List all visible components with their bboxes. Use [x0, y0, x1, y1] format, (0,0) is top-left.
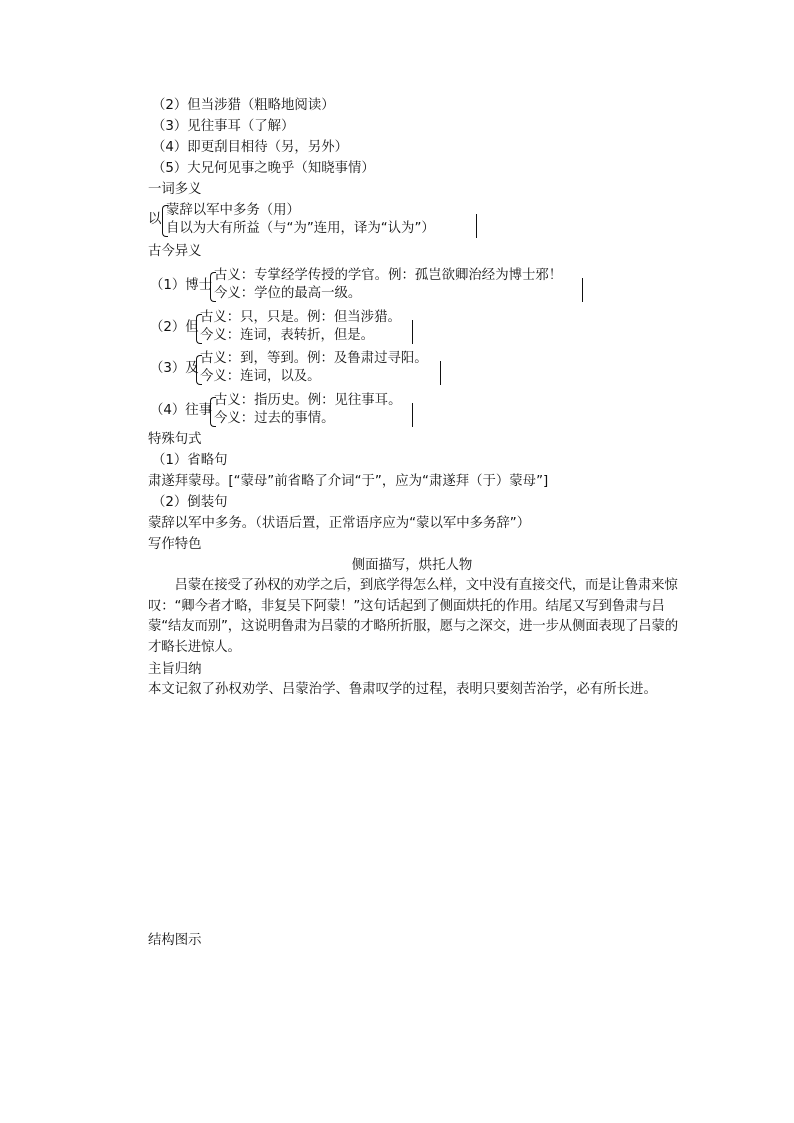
- special-sentence-text: 蒙辞以军中多务。（状语后置，正常语序应为“蒙以军中多务辞”）: [148, 516, 531, 531]
- ancient-modern-label: （3）及: [150, 361, 199, 376]
- ancient-modern-brace-close: [410, 403, 413, 427]
- ancient-modern-heading: 古今异义: [148, 244, 202, 259]
- ancient-meaning: 古义：指历史。例：见往事耳。: [214, 393, 402, 408]
- ancient-modern-brace-close: [410, 320, 413, 344]
- polysemy-sense: 自以为大有所益（与“为”连用，译为“认为”）: [166, 221, 435, 236]
- special-sentence-text: 肃遂拜蒙母。[“蒙母”前省略了介词“于”，应为“肃遂拜（于）蒙母”]: [148, 474, 549, 489]
- theme-text: 本文记叙了孙权劝学、吕蒙治学、鲁肃叹学的过程，表明只要刻苦治学，必有所长进。: [148, 682, 657, 697]
- special-sentence-label: （1）省略句: [152, 453, 228, 468]
- explanation-item: （3）见往事耳（了解）: [152, 119, 295, 134]
- modern-meaning: 今义：学位的最高一级。: [214, 286, 362, 301]
- explanation-item: （2）但当涉猎（粗略地阅读）: [152, 98, 335, 113]
- modern-meaning: 今义：连词，以及。: [200, 369, 321, 384]
- ancient-modern-brace-close: [438, 361, 441, 385]
- explanation-item: （5）大兄何见事之晚乎（知晓事情）: [152, 161, 375, 176]
- ancient-modern-label: （2）但: [150, 320, 199, 335]
- ancient-meaning: 古义：只，只是。例：但当涉猎。: [200, 310, 401, 325]
- writing-paragraph: 吕蒙在接受了孙权的劝学之后，到底学得怎么样，文中没有直接交代，而是让鲁肃来惊叹：“卿今者才略，非复吴下阿蒙！”这句话起到了侧面烘托的作用。结尾又写到鲁肃与吕蒙“结友而别”，这说明鲁肃为吕蒙的才略所折服，愿与之深交，进一步从侧面表现了吕蒙的才略长进惊人。: [148, 578, 678, 655]
- writing-heading: 写作特色: [148, 537, 202, 552]
- ancient-meaning: 古义：专掌经学传授的学官。例：孤岂欲卿治经为博士邪！: [214, 268, 563, 283]
- structure-heading: 结构图示: [148, 933, 202, 948]
- ancient-modern-label: （4）往事: [150, 403, 213, 418]
- modern-meaning: 今义：过去的事情。: [214, 411, 335, 426]
- special-sentences-heading: 特殊句式: [148, 432, 202, 447]
- polysemy-sense: 蒙辞以军中多务（用）: [166, 203, 300, 218]
- ancient-modern-label: （1）博士: [150, 278, 213, 293]
- ancient-meaning: 古义：到，等到。例：及鲁肃过寻阳。: [200, 351, 428, 366]
- writing-subtitle: 侧面描写，烘托人物: [351, 558, 473, 573]
- theme-heading: 主旨归纳: [148, 662, 202, 677]
- polysemy-word: 以: [148, 212, 162, 227]
- polysemy-heading: 一词多义: [148, 182, 202, 197]
- modern-meaning: 今义：连词，表转折，但是。: [200, 328, 375, 343]
- ancient-modern-brace-close: [580, 278, 583, 302]
- special-sentence-label: （2）倒装句: [152, 495, 228, 510]
- polysemy-brace-close: [474, 214, 477, 238]
- explanation-item: （4）即更刮目相待（另，另外）: [152, 140, 348, 155]
